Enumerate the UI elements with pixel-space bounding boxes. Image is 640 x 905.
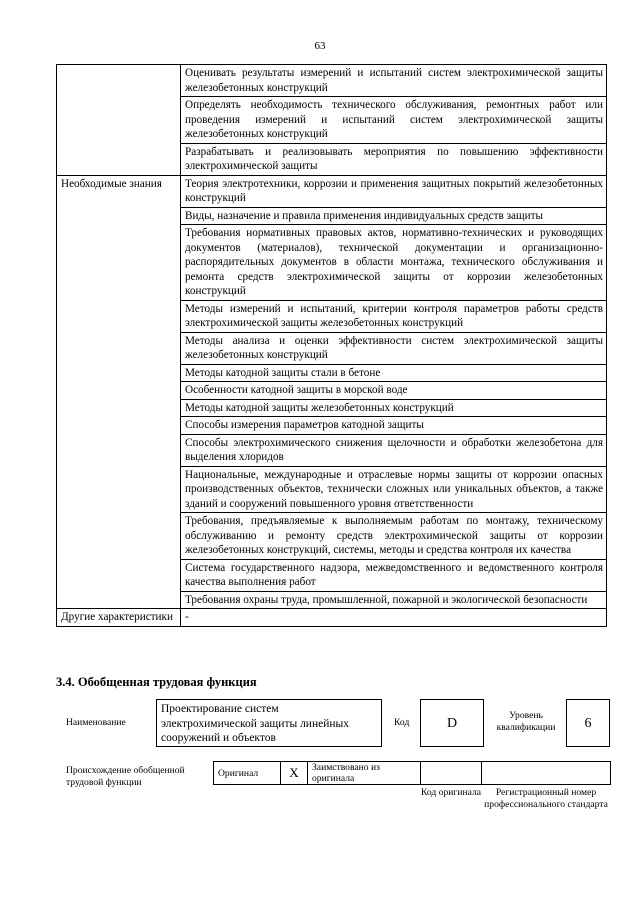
name-label: Наименование (66, 717, 126, 728)
table-row (57, 175, 607, 207)
row-text: Определять необходимость технического обслуживания, ремонтных работ или проведения измерений и испытаний систем электрохимической защиты железобетонных конструкций (181, 97, 607, 144)
row-text: - (181, 609, 607, 627)
table-row (57, 65, 607, 97)
code-value-box: D (420, 699, 484, 747)
row-text: Методы анализа и оценки эффективности систем электрохимической защиты железобетонных конструкций (181, 332, 607, 364)
row-text: Требования, предъявляемые к выполняемым работам по монтажу, техническому обслуживанию и ремонту средств электрохимической защиты от коррозии железобетонных конструкций, системы, методы и средства контроля их качества (181, 513, 607, 560)
original-code-cell (421, 762, 482, 785)
row-text: Методы катодной защиты стали в бетоне (181, 364, 607, 382)
page-number: 63 (314, 40, 326, 52)
borrowed-label: Заимствовано из оригинала (308, 762, 421, 785)
row-label-other: Другие характеристики (57, 609, 181, 627)
row-label (57, 65, 181, 176)
row-text: Методы измерений и испытаний, критерии контроля параметров работы средств электрохимической защиты железобетонных конструкций (181, 300, 607, 332)
original-label: Оригинал (214, 762, 281, 785)
code-label: Код (394, 717, 410, 728)
row-text: Оценивать результаты измерений и испытаний систем электрохимической защиты железобетонных конструкций (181, 65, 607, 97)
reg-number-cell (482, 762, 611, 785)
row-text: Требования охраны труда, промышленной, пожарной и экологической безопасности (181, 591, 607, 609)
origin-table (213, 761, 611, 785)
row-text: Способы электрохимического снижения щелочности и обработки железобетона для выделения хлоридов (181, 434, 607, 466)
row-text: Виды, назначение и правила применения индивидуальных средств защиты (181, 207, 607, 225)
row-text: Особенности катодной защиты в морской воде (181, 382, 607, 400)
caption-code: Код оригинала (420, 787, 482, 798)
row-text: Способы измерения параметров катодной защиты (181, 417, 607, 435)
section-title: 3.4. Обобщенная трудовая функция (56, 675, 257, 689)
table-row (57, 609, 607, 627)
level-label: Уровень квалификации (496, 710, 556, 733)
origin-label: Происхождение обобщенной трудовой функции (66, 765, 185, 788)
competency-table (56, 64, 607, 627)
row-text: Теория электротехники, коррозии и применения защитных покрытий железобетонных конструкций (181, 175, 607, 207)
function-name-box: Проектирование систем электрохимической защиты линейных сооружений и объектов (156, 699, 382, 747)
row-text: Национальные, международные и отраслевые нормы защиты от коррозии опасных производственных объектов, технически сложных или уникальных объектов, а также зданий и сооружений повышенного уровня ответственности (181, 466, 607, 513)
caption-reg: Регистрационный номер профессионального стандарта (484, 787, 608, 810)
row-label-knowledge: Необходимые знания (57, 175, 181, 609)
level-value-box: 6 (566, 699, 610, 747)
row-text: Разрабатывать и реализовывать мероприятия по повышению эффективности электрохимической защиты (181, 143, 607, 175)
original-mark: X (281, 762, 308, 785)
row-text: Требования нормативных правовых актов, нормативно-технических и руководящих документов (материалов), технической документации и организационно-распорядительных документов в области монтажа, технического обслуживания и ремонта средств электрохимической защиты от коррозии железобетонных конструкций (181, 225, 607, 301)
row-text: Система государственного надзора, межведомственного и ведомственного контроля качества выполнения работ (181, 559, 607, 591)
row-text: Методы катодной защиты железобетонных конструкций (181, 399, 607, 417)
